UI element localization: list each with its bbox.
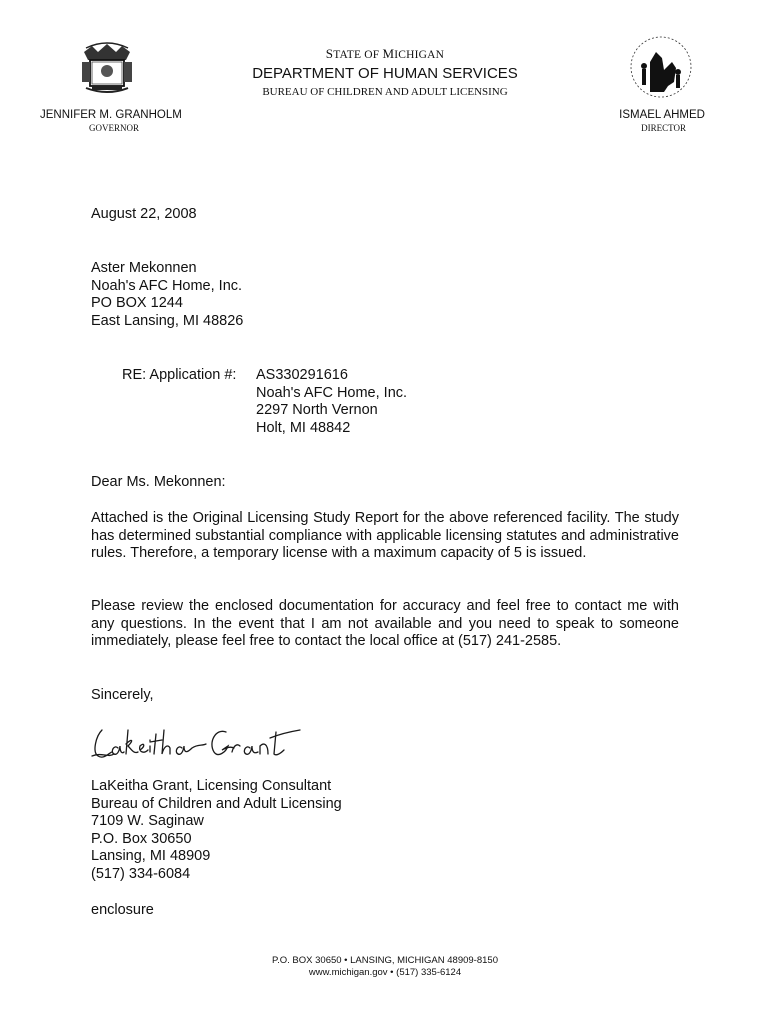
letter-date: August 22, 2008 xyxy=(91,206,197,222)
director-title: DIRECTOR xyxy=(641,123,686,133)
recipient-line: PO BOX 1244 xyxy=(91,295,183,312)
director-name: ISMAEL AHMED xyxy=(619,109,705,121)
recipient-line: Noah's AFC Home, Inc. xyxy=(91,277,243,294)
re-detail-line: 2297 North Vernon xyxy=(256,402,378,419)
bureau-name: BUREAU OF CHILDREN AND ADULT LICENSING xyxy=(262,86,508,98)
governor-title: GOVERNOR xyxy=(88,123,139,133)
footer-address: P.O. BOX 30650 • LANSING, MICHIGAN 48909-8150 xyxy=(272,955,498,966)
re-detail-line: AS330291616 xyxy=(256,367,348,383)
governor-name: JENNIFER M. GRANHOLM xyxy=(40,109,182,121)
signer-line: P.O. Box 30650 xyxy=(91,830,192,847)
re-detail-line: Noah's AFC Home, Inc. xyxy=(256,384,408,401)
recipient-address xyxy=(91,260,243,330)
department-name: DEPARTMENT OF HUMAN SERVICES xyxy=(252,65,518,82)
paragraph-contact-info: Please review the enclosed documentation for accuracy and feel free to contact me with any questions. In the event that I am not available and you need to speak to someone immediately, please feel free to contact the local office at (517) 241-2585. xyxy=(91,598,679,650)
salutation: Dear Ms. Mekonnen: xyxy=(91,474,226,490)
signer-line: LaKeitha Grant, Licensing Consultant xyxy=(91,778,332,794)
recipient-line: East Lansing, MI 48826 xyxy=(91,312,244,329)
signer-line: Lansing, MI 48909 xyxy=(91,848,211,865)
re-detail-line: Holt, MI 48842 xyxy=(256,419,351,436)
state-of-michigan-heading: STATE OF MICHIGAN xyxy=(325,46,445,61)
enclosure-note: enclosure xyxy=(91,902,154,918)
signer-line: Bureau of Children and Adult Licensing xyxy=(91,795,342,812)
signer-line: 7109 W. Saginaw xyxy=(91,813,204,830)
closing: Sincerely, xyxy=(91,687,154,703)
paragraph-license-issued: Attached is the Original Licensing Study Report for the above referenced facility. The study has determined substantial compliance with applicable licensing statutes and administrative rules. Therefore, a temporary license with a maximum capacity of 5 is issued. xyxy=(91,510,679,562)
signer-block xyxy=(91,778,342,884)
signer-line: (517) 334-6084 xyxy=(91,865,191,882)
re-application-details xyxy=(256,367,407,437)
recipient-line: Aster Mekonnen xyxy=(91,260,197,276)
re-application-label: RE: Application #: xyxy=(122,367,237,383)
handwritten-signature xyxy=(88,722,303,766)
footer-contact: www.michigan.gov • (517) 335-6124 xyxy=(308,967,462,978)
